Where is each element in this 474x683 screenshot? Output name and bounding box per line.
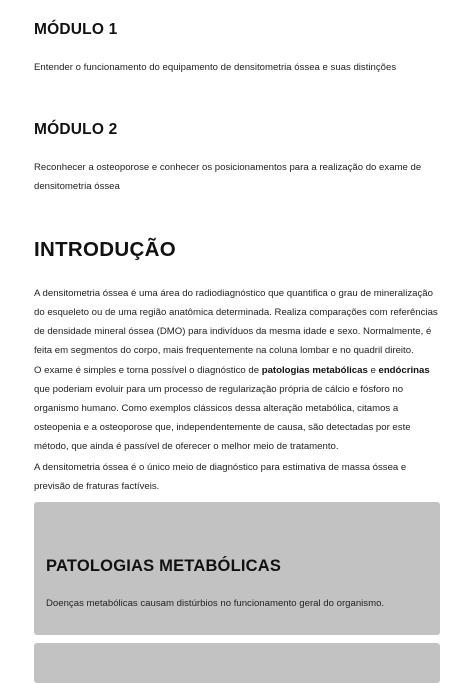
bold-term-endocrine: endócrinas xyxy=(378,365,430,376)
introduction-title: INTRODUÇÃO xyxy=(34,238,176,261)
module-1-title: MÓDULO 1 xyxy=(34,21,118,38)
metabolic-pathologies-card xyxy=(34,502,440,635)
module-2-title: MÓDULO 2 xyxy=(34,121,118,138)
intro-paragraph-3: A densitometria óssea é o único meio de diagnóstico para estimativa de massa óssea e previsão de fraturas factíveis. xyxy=(34,462,407,492)
paragraph-2-text-1: O exame é simples e torna possível o diagnóstico de xyxy=(34,365,262,376)
intro-paragraph-2 xyxy=(34,361,442,456)
card-description: Doenças metabólicas causam distúrbios no funcionamento geral do organismo. xyxy=(46,598,385,609)
intro-paragraph-1: A densitometria óssea é uma área do radiodiagnóstico que quantifica o grau de mineralização do esqueleto ou de uma região anatômica determinada. Realiza comparações com referências de densidade mineral óssea (DMO) para indivíduos da mesma idade e sexo. Normalmente, é feita em segmentos do corpo, mais frequentemente na coluna lombar e no quadril direito. xyxy=(34,288,438,356)
bold-term-metabolic: patologias metabólicas xyxy=(261,365,368,376)
module-1-description: Entender o funcionamento do equipamento de densitometria óssea e suas distinções xyxy=(34,62,397,73)
paragraph-2-text-3: que poderiam evoluir para um processo de regularização própria de cálcio e fósforo no organismo humano. Como exemplos clássicos dessa alteração metabólica, citamos a osteopenia e a osteoporose que, independentemente de causa, são detectadas por este método, que ainda é passível de oferecer o melhor meio de tratamento. xyxy=(34,384,411,452)
paragraph-2-text-2: e xyxy=(367,365,379,376)
module-2-description: Reconhecer a osteoporose e conhecer os posicionamentos para a realização do exame de densitometria óssea xyxy=(34,162,422,192)
card-title: PATOLOGIAS METABÓLICAS xyxy=(46,557,282,575)
next-card xyxy=(34,643,440,683)
